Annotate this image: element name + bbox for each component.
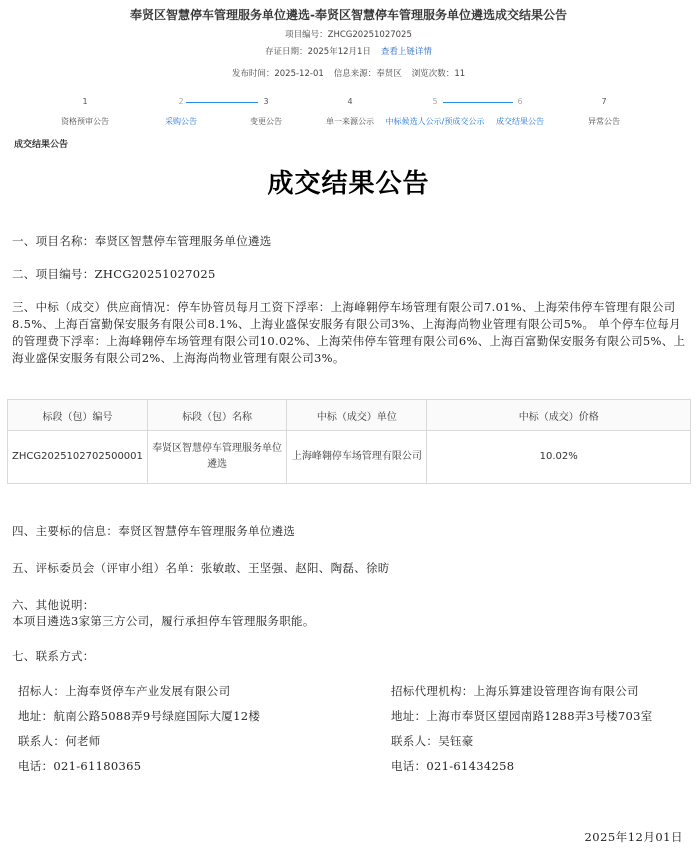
- table-header-cell: 中标（成交）单位: [287, 400, 427, 431]
- step-label: 变更公告: [250, 117, 282, 126]
- table-header-cell: 标段（包）编号: [8, 400, 148, 431]
- deposit-date-label: 存证日期：: [265, 47, 308, 57]
- view-chain-link[interactable]: 查看上链详情: [380, 47, 432, 57]
- section-main-target: 四、主要标的信息：奉贤区智慧停车管理服务单位遴选: [12, 524, 296, 538]
- tenderer-contact-person: 联系人：何老师: [18, 734, 101, 748]
- step-number: 7: [601, 97, 607, 106]
- publish-info-line: [0, 67, 697, 79]
- table-cell: 10.02%: [427, 431, 691, 484]
- agency-contact-person: 联系人：吴钰豪: [391, 734, 474, 748]
- section-tag: 成交结果公告: [14, 140, 69, 150]
- step-label: 采购公告: [165, 117, 197, 126]
- source-label: 信息来源：: [333, 69, 377, 79]
- agency-name: 招标代理机构：上海乐算建设管理咨询有限公司: [391, 684, 639, 698]
- table-cell: 奉贤区智慧停车管理服务单位遴选: [147, 431, 286, 484]
- agency-phone: 电话：021-61434258: [391, 759, 515, 773]
- table-header-row: [8, 400, 691, 431]
- project-number-line: [0, 28, 697, 40]
- publish-time: 2025-12-01: [274, 69, 324, 79]
- step-abnormal[interactable]: [549, 96, 659, 127]
- deposit-date-line: [0, 45, 697, 57]
- views-label: 浏览次数：: [411, 69, 455, 79]
- result-table: [7, 399, 691, 484]
- step-number: 6: [517, 97, 523, 106]
- source: 奉贤区: [376, 69, 402, 79]
- table-cell: ZHCG2025102702500001: [8, 431, 148, 484]
- section-project-number: 二、项目编号：ZHCG20251027025: [12, 267, 216, 281]
- publish-time-label: 发布时间：: [231, 69, 275, 79]
- page-title: 奉贤区智慧停车管理服务单位遴选-奉贤区智慧停车管理服务单位遴选成交结果公告: [130, 8, 567, 22]
- step-number: 3: [263, 97, 269, 106]
- step-prequalification[interactable]: [30, 96, 140, 127]
- tenderer-name: 招标人：上海奉贤停车产业发展有限公司: [18, 684, 231, 698]
- table-header-cell: 中标（成交）价格: [427, 400, 691, 431]
- views-count: 11: [454, 69, 466, 79]
- deposit-date: 2025年12月1日: [307, 47, 371, 57]
- table-row: [8, 431, 691, 484]
- section-supplier-info: 三、中标（成交）供应商情况：停车协管员每月工资下浮率：上海峰翱停车场管理有限公司7.01%、上海荣伟停车管理有限公司8.5%、上海百富勤保安服务有限公司8.1%、上海业盛保安服务有限公司3%、上海海尚物业管理有限公司5%。 单个停车位每月的管理费下浮率：上海峰翱停车场管理有限公司10.02%、上海荣伟停车管理有限公司6%、上海百富勤保安服务有限公司5%、上海业盛保安服务有限公司2%、上海海尚物业管理有限公司3%。: [12, 300, 686, 365]
- section-committee: 五、评标委员会（评审小组）名单：张敏敢、王坚强、赵阳、陶磊、徐昉: [12, 561, 390, 575]
- section-other-body: 本项目遴选3家第三方公司，履行承担停车管理服务职能。: [12, 614, 315, 628]
- process-steps: [0, 96, 697, 140]
- step-number: 2: [178, 97, 184, 106]
- announcement-date: 2025年12月01日: [584, 830, 683, 844]
- contact-agency: [391, 683, 689, 775]
- step-label: 单一来源公示: [326, 117, 374, 126]
- agency-address: 地址：上海市奉贤区望园南路1288弄3号楼703室: [391, 709, 653, 723]
- section-project-name: 一、项目名称：奉贤区智慧停车管理服务单位遴选: [12, 234, 272, 248]
- table-header-cell: 标段（包）名称: [147, 400, 286, 431]
- step-label: 资格预审公告: [61, 117, 109, 126]
- announcement-heading: 成交结果公告: [267, 169, 430, 199]
- step-label: 中标候选人公示/预成交公示: [385, 117, 485, 126]
- section-other-title: 六、其他说明：: [12, 598, 95, 612]
- step-number: 4: [347, 97, 353, 106]
- step-number: 1: [82, 97, 88, 106]
- step-label: 成交结果公告: [496, 117, 544, 126]
- tenderer-address: 地址：航南公路5088弄9号绿庭国际大厦12楼: [18, 709, 261, 723]
- table-cell: 上海峰翱停车场管理有限公司: [287, 431, 427, 484]
- tenderer-phone: 电话：021-61180365: [18, 759, 142, 773]
- step-label: 异常公告: [588, 117, 620, 126]
- project-number: ZHCG20251027025: [327, 30, 412, 40]
- step-number: 5: [432, 97, 438, 106]
- project-number-label: 项目编号：: [285, 30, 328, 40]
- contact-tenderer: [18, 683, 318, 775]
- section-contact-title: 七、联系方式：: [12, 649, 95, 663]
